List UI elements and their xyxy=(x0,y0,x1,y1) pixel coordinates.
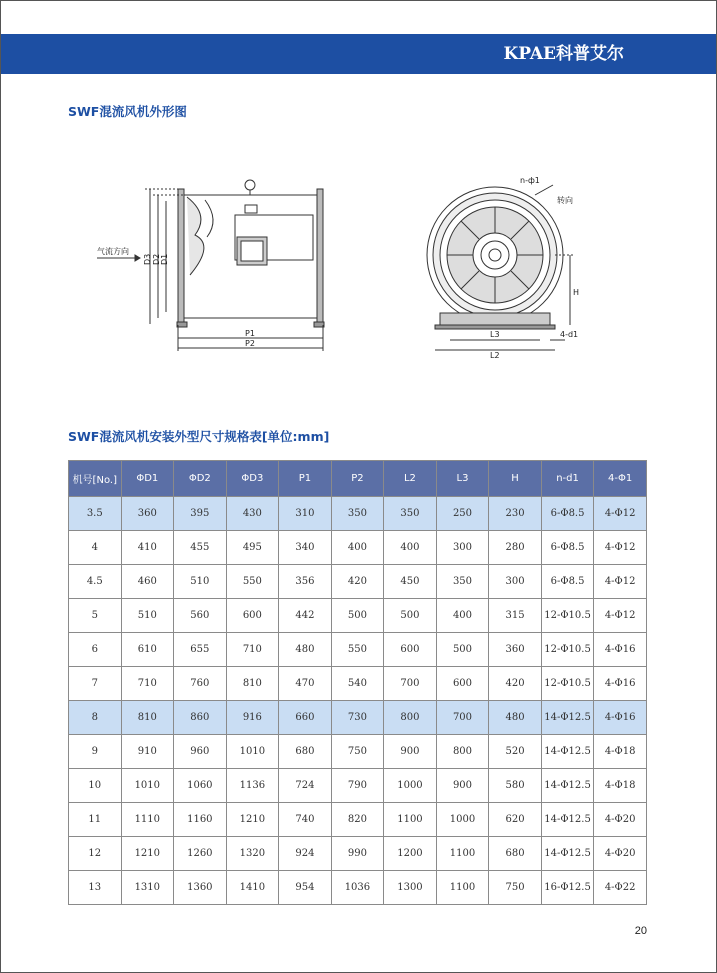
dim-label-p1: P1 xyxy=(245,329,255,338)
dim-label-feet: 4-d1 xyxy=(560,330,579,339)
table-cell: 510 xyxy=(174,565,227,599)
table-cell: 4-Φ18 xyxy=(594,769,647,803)
table-cell: 6-Φ8.5 xyxy=(541,531,594,565)
table-cell: 4-Φ12 xyxy=(594,497,647,531)
dim-label-d2: D2 xyxy=(152,253,161,265)
table-cell: 4-Φ12 xyxy=(594,599,647,633)
table-cell: 600 xyxy=(384,633,437,667)
table-cell: 14-Φ12.5 xyxy=(541,837,594,871)
table-cell: 620 xyxy=(489,803,542,837)
table-row xyxy=(69,633,647,667)
table-cell: 1136 xyxy=(226,769,279,803)
table-cell: 315 xyxy=(489,599,542,633)
table-cell: 900 xyxy=(436,769,489,803)
header-bar xyxy=(1,34,716,74)
table-cell: 1320 xyxy=(226,837,279,871)
table-cell: 470 xyxy=(279,667,332,701)
table-cell: 420 xyxy=(489,667,542,701)
table-cell: 800 xyxy=(384,701,437,735)
table-cell: 710 xyxy=(121,667,174,701)
table-cell: 230 xyxy=(489,497,542,531)
table-row xyxy=(69,803,647,837)
table-cell: 500 xyxy=(331,599,384,633)
table-cell: 1260 xyxy=(174,837,227,871)
table-cell: 655 xyxy=(174,633,227,667)
table-cell: 1100 xyxy=(384,803,437,837)
table-cell: 6-Φ8.5 xyxy=(541,497,594,531)
table-cell: 1060 xyxy=(174,769,227,803)
table-cell: 1160 xyxy=(174,803,227,837)
table-cell: 400 xyxy=(331,531,384,565)
table-cell: 14-Φ12.5 xyxy=(541,701,594,735)
column-header: ΦD2 xyxy=(174,461,227,497)
table-cell: 760 xyxy=(174,667,227,701)
table-cell: 9 xyxy=(69,735,122,769)
table-cell: 810 xyxy=(226,667,279,701)
table-cell: 400 xyxy=(384,531,437,565)
table-cell: 1360 xyxy=(174,871,227,905)
table-row xyxy=(69,769,647,803)
table-row xyxy=(69,837,647,871)
table-cell: 350 xyxy=(384,497,437,531)
airflow-label: 气流方向 xyxy=(97,247,129,256)
table-cell: 495 xyxy=(226,531,279,565)
table-cell: 12-Φ10.5 xyxy=(541,599,594,633)
table-cell: 700 xyxy=(384,667,437,701)
table-cell: 4-Φ18 xyxy=(594,735,647,769)
table-row xyxy=(69,497,647,531)
table-cell: 710 xyxy=(226,633,279,667)
side-view xyxy=(97,180,324,351)
table-cell: 750 xyxy=(489,871,542,905)
table-cell: 5 xyxy=(69,599,122,633)
table-cell: 580 xyxy=(489,769,542,803)
table-cell: 1010 xyxy=(121,769,174,803)
table-cell: 350 xyxy=(331,497,384,531)
table-cell: 360 xyxy=(121,497,174,531)
table-cell: 400 xyxy=(436,599,489,633)
dim-label-p2: P2 xyxy=(245,339,255,348)
table-cell: 990 xyxy=(331,837,384,871)
table-cell: 1110 xyxy=(121,803,174,837)
table-cell: 350 xyxy=(436,565,489,599)
table-cell: 750 xyxy=(331,735,384,769)
table-cell: 480 xyxy=(279,633,332,667)
table-cell: 12-Φ10.5 xyxy=(541,667,594,701)
table-cell: 810 xyxy=(121,701,174,735)
table-cell: 340 xyxy=(279,531,332,565)
table-cell: 300 xyxy=(489,565,542,599)
table-cell: 900 xyxy=(384,735,437,769)
table-cell: 4-Φ22 xyxy=(594,871,647,905)
dim-label-l3: L3 xyxy=(490,330,500,339)
table-cell: 1210 xyxy=(121,837,174,871)
table-cell: 724 xyxy=(279,769,332,803)
column-header: 机号[No.] xyxy=(69,461,122,497)
column-header: ΦD3 xyxy=(226,461,279,497)
table-row xyxy=(69,701,647,735)
table-cell: 600 xyxy=(226,599,279,633)
column-header: H xyxy=(489,461,542,497)
table-cell: 356 xyxy=(279,565,332,599)
table-cell: 16-Φ12.5 xyxy=(541,871,594,905)
table-cell: 954 xyxy=(279,871,332,905)
table-cell: 960 xyxy=(174,735,227,769)
table-row xyxy=(69,565,647,599)
column-header: P1 xyxy=(279,461,332,497)
table-cell: 560 xyxy=(174,599,227,633)
dim-label-l2: L2 xyxy=(490,351,500,360)
table-cell: 916 xyxy=(226,701,279,735)
table-cell: 6 xyxy=(69,633,122,667)
table-row xyxy=(69,735,647,769)
table-cell: 680 xyxy=(279,735,332,769)
table-cell: 510 xyxy=(121,599,174,633)
table-cell: 6-Φ8.5 xyxy=(541,565,594,599)
dim-label-h: H xyxy=(573,288,580,297)
table-cell: 790 xyxy=(331,769,384,803)
column-header: ΦD1 xyxy=(121,461,174,497)
table-cell: 1036 xyxy=(331,871,384,905)
table-cell: 610 xyxy=(121,633,174,667)
fan-outline-drawing xyxy=(95,165,595,365)
table-cell: 14-Φ12.5 xyxy=(541,803,594,837)
dim-label-d3: D3 xyxy=(143,253,152,265)
table-cell: 3.5 xyxy=(69,497,122,531)
table-header-row xyxy=(69,461,647,497)
table-cell: 300 xyxy=(436,531,489,565)
column-header: L2 xyxy=(384,461,437,497)
table-cell: 8 xyxy=(69,701,122,735)
table-cell: 1200 xyxy=(384,837,437,871)
table-cell: 924 xyxy=(279,837,332,871)
table-cell: 4-Φ20 xyxy=(594,837,647,871)
dim-label-d1: D1 xyxy=(160,253,169,265)
column-header: P2 xyxy=(331,461,384,497)
table-cell: 1100 xyxy=(436,837,489,871)
column-header: L3 xyxy=(436,461,489,497)
table-cell: 250 xyxy=(436,497,489,531)
section-title-drawing: SWF混流风机外形图 xyxy=(68,104,187,119)
table-cell: 395 xyxy=(174,497,227,531)
table-cell: 1100 xyxy=(436,871,489,905)
table-cell: 660 xyxy=(279,701,332,735)
rotation-label: 转向 xyxy=(557,196,573,205)
table-cell: 12 xyxy=(69,837,122,871)
table-cell: 12-Φ10.5 xyxy=(541,633,594,667)
table-cell: 730 xyxy=(331,701,384,735)
table-cell: 480 xyxy=(489,701,542,735)
table-cell: 820 xyxy=(331,803,384,837)
table-cell: 1410 xyxy=(226,871,279,905)
table-row xyxy=(69,599,647,633)
dim-label-holes: n-ф1 xyxy=(520,176,540,185)
table-cell: 700 xyxy=(436,701,489,735)
table-cell: 360 xyxy=(489,633,542,667)
table-cell: 860 xyxy=(174,701,227,735)
table-cell: 1010 xyxy=(226,735,279,769)
table-cell: 11 xyxy=(69,803,122,837)
table-cell: 1000 xyxy=(384,769,437,803)
table-cell: 410 xyxy=(121,531,174,565)
table-cell: 455 xyxy=(174,531,227,565)
column-header: n-d1 xyxy=(541,461,594,497)
table-cell: 800 xyxy=(436,735,489,769)
table-cell: 680 xyxy=(489,837,542,871)
spec-table xyxy=(68,460,647,905)
table-cell: 550 xyxy=(226,565,279,599)
front-view xyxy=(427,185,575,350)
table-row xyxy=(69,871,647,905)
table-cell: 4-Φ20 xyxy=(594,803,647,837)
table-cell: 1000 xyxy=(436,803,489,837)
table-cell: 280 xyxy=(489,531,542,565)
section-title-table: SWF混流风机安装外型尺寸规格表[单位:mm] xyxy=(68,429,330,444)
table-row xyxy=(69,531,647,565)
column-header: 4-Φ1 xyxy=(594,461,647,497)
table-cell: 910 xyxy=(121,735,174,769)
table-cell: 520 xyxy=(489,735,542,769)
table-cell: 500 xyxy=(384,599,437,633)
table-cell: 550 xyxy=(331,633,384,667)
table-cell: 310 xyxy=(279,497,332,531)
table-cell: 540 xyxy=(331,667,384,701)
table-cell: 4-Φ12 xyxy=(594,531,647,565)
table-cell: 430 xyxy=(226,497,279,531)
table-row xyxy=(69,667,647,701)
table-cell: 420 xyxy=(331,565,384,599)
table-cell: 600 xyxy=(436,667,489,701)
table-cell: 14-Φ12.5 xyxy=(541,735,594,769)
table-cell: 1210 xyxy=(226,803,279,837)
table-cell: 4-Φ16 xyxy=(594,667,647,701)
table-cell: 10 xyxy=(69,769,122,803)
table-cell: 4-Φ16 xyxy=(594,701,647,735)
table-cell: 4 xyxy=(69,531,122,565)
table-cell: 7 xyxy=(69,667,122,701)
table-cell: 1300 xyxy=(384,871,437,905)
page-number: 20 xyxy=(634,925,647,937)
table-cell: 4-Φ16 xyxy=(594,633,647,667)
table-cell: 13 xyxy=(69,871,122,905)
table-cell: 4.5 xyxy=(69,565,122,599)
table-cell: 14-Φ12.5 xyxy=(541,769,594,803)
table-cell: 500 xyxy=(436,633,489,667)
table-cell: 1310 xyxy=(121,871,174,905)
brand-title: KPAE科普艾尔 xyxy=(503,44,624,64)
table-cell: 442 xyxy=(279,599,332,633)
table-cell: 460 xyxy=(121,565,174,599)
table-cell: 450 xyxy=(384,565,437,599)
table-body xyxy=(69,497,647,905)
table-cell: 740 xyxy=(279,803,332,837)
table-cell: 4-Φ12 xyxy=(594,565,647,599)
